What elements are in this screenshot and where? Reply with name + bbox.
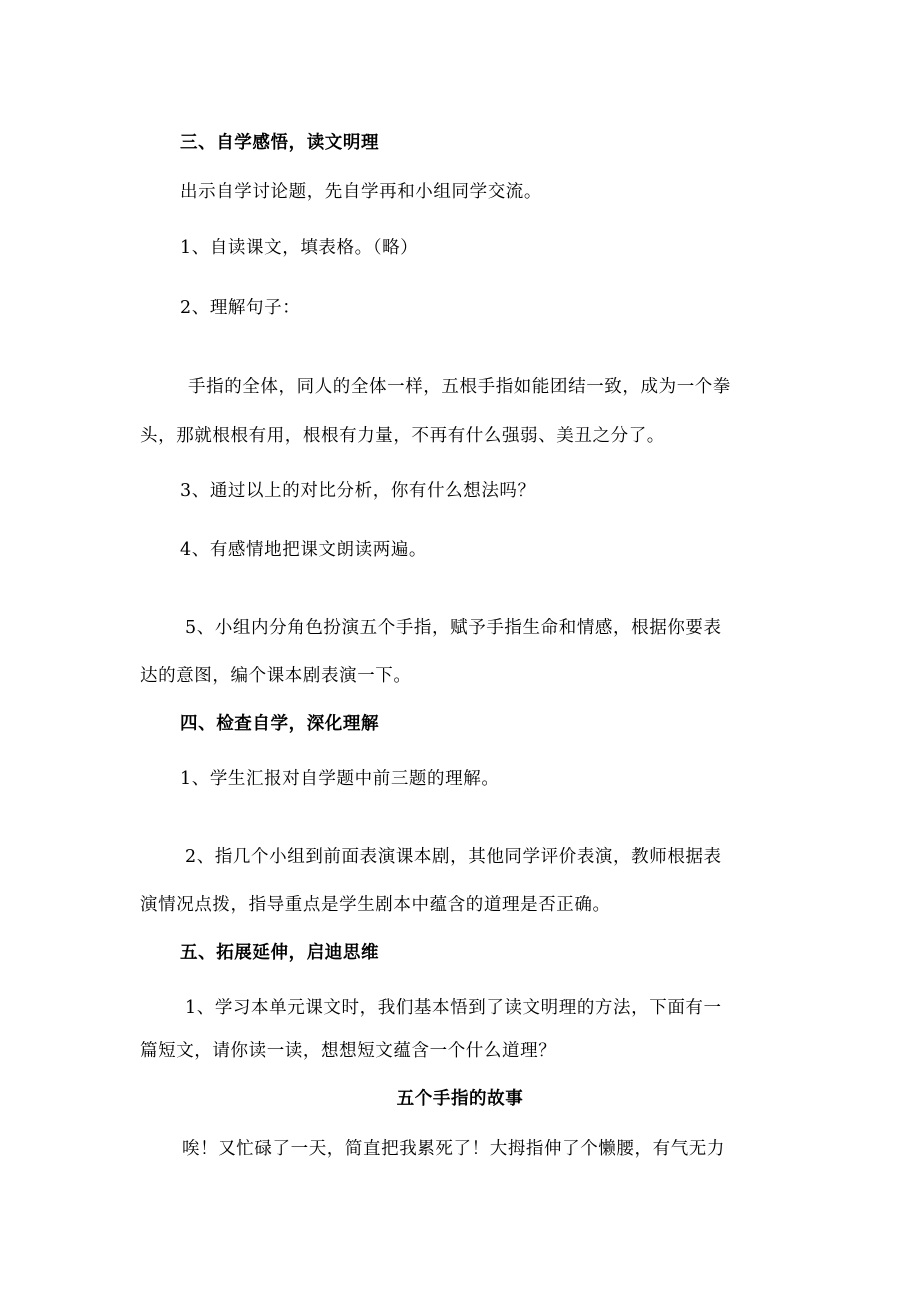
section3-quote-line2: 头，那就根根有用，根根有力量，不再有什么强弱、美丑之分了。 — [140, 426, 665, 446]
section3-item5-line1: 5、小组内分角色扮演五个手指，赋予手指生命和情感，根据你要表 — [185, 618, 722, 638]
section3-quote-line1: 手指的全体，同人的全体一样，五根手指如能团结一致，成为一个拳 — [188, 377, 731, 397]
section5-item1-line1: 1、学习本单元课文时，我们基本悟到了读文明理的方法，下面有一 — [185, 998, 722, 1018]
section5-item1-line2: 篇短文，请你读一读，想想短文蕴含一个什么道理？ — [140, 1041, 557, 1061]
story-line1: 唉！又忙碌了一天，简直把我累死了！大拇指伸了个懒腰，有气无力 — [182, 1139, 725, 1159]
section5-heading: 五、拓展延伸，启迪思维 — [180, 943, 380, 963]
section3-item3: 3、通过以上的对比分析，你有什么想法吗？ — [180, 481, 536, 501]
section3-item5-line2: 达的意图，编个课本剧表演一下。 — [140, 666, 412, 686]
story-title: 五个手指的故事 — [396, 1089, 524, 1109]
section3-item2: 2、理解句子： — [180, 298, 301, 318]
section4-item2-line2: 演情况点拨，指导重点是学生剧本中蕴含的道理是否正确。 — [140, 895, 611, 915]
section3-item1: 1、自读课文，填表格。（略） — [180, 238, 419, 258]
section4-heading: 四、检查自学，深化理解 — [180, 714, 380, 734]
section4-item2-line1: 2、指几个小组到前面表演课本剧，其他同学评价表演，教师根据表 — [185, 847, 722, 867]
section3-heading: 三、自学感悟，读文明理 — [180, 133, 380, 153]
section3-intro: 出示自学讨论题，先自学再和小组同学交流。 — [180, 182, 542, 202]
section3-item4: 4、有感情地把课文朗读两遍。 — [180, 540, 428, 560]
section4-item1: 1、学生汇报对自学题中前三题的理解。 — [180, 769, 500, 789]
